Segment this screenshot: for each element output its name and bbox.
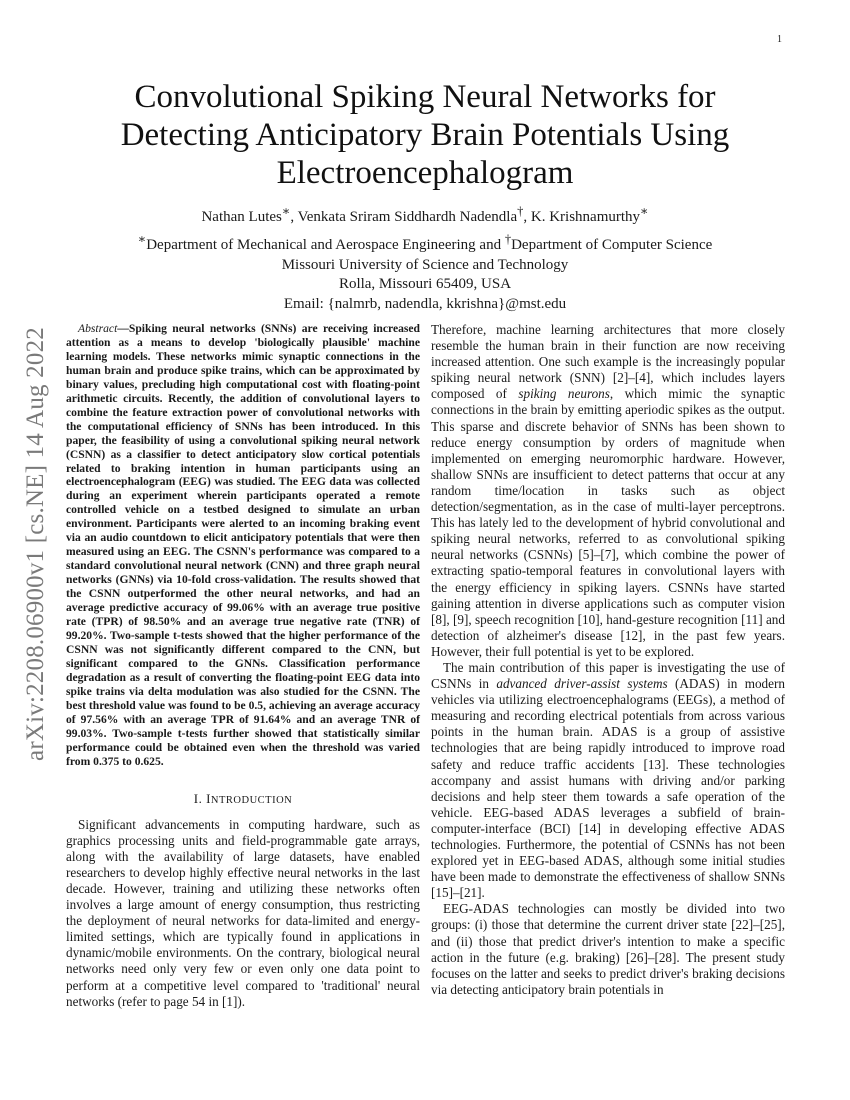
right-column xyxy=(431,322,785,998)
body-paragraph-2 xyxy=(431,660,785,901)
paragraph-text: (ADAS) in modern vehicles via utilizing electroencephalograms (EEGs), a method of measuring and recording electrical potentials from across various points in the human brain. ADAS is a group of assistive technologies that are being rapidly introduced to improve road safety and reduce traffic accidents [13]. These technologies accompany and assist humans with driving and/or parking decisions and help steer them towards a safe operation of the vehicle. EEG-based ADAS leverages a subfield of brain-computer-interface (BCI) [14] in developing effective ADAS technologies. Furthermore, the potential of CSNNs has not been explored yet in EEG-based ADAS, although some initial studies have been made to demonstrate the effectiveness of shallow SNNs [15]–[21]. xyxy=(431,676,785,901)
section-title-rest: NTRODUCTION xyxy=(210,794,293,806)
title-line-3: Electroencephalogram xyxy=(276,155,574,191)
paragraph-text: , which mimic the synaptic connections in the brain by emitting aperiodic spikes as the output. This sparse and discrete behavior of SNNs has been shown to reduce energy consumption by orders of magnitude when implemented on emerging neuromorphic hardware. However, shallow SNNs are insufficient to detect patterns that occur at any random time/location in tasks such as object detection/segmentation, as in the case of multi-layer perceptrons. This has lately led to the development of hybrid convolutional and spiking neural networks, referred to as convolutional spiking neural networks (CSNNs) [5]–[7], which combine the power of extracting spatio-temporal features in convolutional layers with the energy efficiency in spiking layers. CSNNs have started gaining attention in diverse applications such as computer vision [8], [9], speech recognition [10], hand-gesture recognition [11] and detection of alzheimer's disease [12], in the past few years. However, their full potential is yet to be explored. xyxy=(431,386,785,659)
arxiv-stamp-text: arXiv:2208.06900v1 [cs.NE] 14 Aug 2022 xyxy=(22,327,49,761)
page-number: 1 xyxy=(777,34,782,45)
author-name: Nathan Lutes xyxy=(201,209,282,225)
department-line xyxy=(80,230,770,256)
author-name: K. Krishnamurthy xyxy=(530,209,641,225)
address-line: Rolla, Missouri 65409, USA xyxy=(338,276,512,292)
arxiv-stamp xyxy=(6,294,66,794)
abstract-label: Abstract xyxy=(78,322,118,335)
author-separator: , xyxy=(290,209,298,225)
emphasis-spiking-neurons: spiking neurons xyxy=(518,386,610,402)
section-heading-introduction xyxy=(66,791,420,809)
body-paragraph-1 xyxy=(431,322,785,660)
affiliation-block xyxy=(80,230,770,314)
author-list xyxy=(80,203,770,226)
paper-title xyxy=(80,78,770,192)
affiliation-mark: † xyxy=(504,232,512,246)
paragraph-text: Therefore, machine learning architectures that more closely resemble the human brain in their function are now receiving increased attention. One such example is the increasingly popular spiking neural network (SNN) [2]–[4], which includes layers composed of xyxy=(431,322,785,402)
title-line-2: Detecting Anticipatory Brain Potentials Using xyxy=(120,117,730,153)
university-line: Missouri University of Science and Technology xyxy=(281,256,569,273)
department-name: Department of Mechanical and Aerospace Engineering and xyxy=(146,237,505,253)
abstract-text: Spiking neural networks (SNNs) are receiving increased attention as a means to develop 'biologically plausible' machine learning models. These networks mimic synaptic connections in the human brain and produce spike trains, which can be approximated by binary values, precluding high computational cost with floating-point arithmetic circuits. Recently, the addition of convolutional layers to combine the feature extraction power of convolutional networks with the computational efficiency of SNNs has been introduced. In this paper, the feasibility of using a convolutional spiking neural network (CSNN) as a classifier to detect anticipatory slow cortical potentials related to braking intention in human participants using an electroencephalogram (EEG) was studied. The EEG data was collected during an experiment wherein participants operated a remote controlled vehicle on a testbed designed to simulate an urban environment. Participants were alerted to an incoming braking event via an audio countdown to elicit anticipatory potentials that were then measured using an EEG. The CSNN's performance was compared to a standard convolutional neural network (CNN) and three graph neural networks (GNNs) via 10-fold cross-validation. The results showed that the CSNN outperformed the other neural networks, and had an average predictive accuracy of 99.06% with an average true positive rate (TPR) of 98.50% and an average true negative rate (TNR) of 99.20%. Two-sample t-tests showed that the higher performance of the CSNN was not significantly different compared to the CNN, but significant compared to the GNNs. Classification performance degradation as a result of converting the floating-point EEG data into spike trains via delta modulation was also studied for the CSNN. The best threshold value was found to be 0.5, achieving an average accuracy of 97.56% with an average TPR of 91.64% and an average TNR of 99.03%. Two-sample t-tests further showed that statistically similar performance could be obtained even when the threshold was varied from 0.375 to 0.625. xyxy=(66,322,420,768)
author-separator: , xyxy=(523,209,531,225)
email-line: Email: {nalmrb, nadendla, kkrishna}@mst.edu xyxy=(283,295,567,312)
left-column xyxy=(66,322,420,1010)
title-line-1: Convolutional Spiking Neural Networks for xyxy=(134,79,716,115)
author-name: Venkata Sriram Siddhardh Nadendla xyxy=(297,209,518,225)
author-affiliation-mark: † xyxy=(517,204,524,218)
affiliation-mark: ∗ xyxy=(137,232,147,246)
section-initial: I xyxy=(206,790,211,806)
section-numeral: I. xyxy=(193,790,207,806)
emphasis-adas: advanced driver-assist systems xyxy=(496,676,668,692)
abstract xyxy=(66,322,420,769)
abstract-dash: — xyxy=(117,322,129,335)
author-affiliation-mark: ∗ xyxy=(640,204,649,218)
author-affiliation-mark: ∗ xyxy=(281,204,291,218)
intro-paragraph: Significant advancements in computing hardware, such as graphics processing units and field-programmable gate arrays, along with the availability of large datasets, have enabled researchers to develop highly effective neural networks in the last decade. However, training and utilizing these networks often involves a large amount of energy consumption, thus restricting the deployment of neural networks for data-limited and energy-limited settings, which are typically found in applications in dynamic/mobile environments. On the contrary, biological neural networks need only very few or even only one data point to perform at a competitive level compared to 'traditional' neural networks (refer to page 54 in [1]). xyxy=(66,816,420,1009)
body-paragraph-3: EEG-ADAS technologies can mostly be divided into two groups: (i) those that determine the current driver state [22]–[25], and (ii) those that predict driver's intention to make a specific action in the future (e.g. braking) [26]–[28]. The present study focuses on the latter and seeks to predict driver's braking decisions via detecting anticipatory brain potentials in xyxy=(431,901,785,997)
department-name: Department of Computer Science xyxy=(511,237,713,253)
paragraph-text: The main contribution of this paper is investigating the use of CSNNs in xyxy=(431,659,785,692)
